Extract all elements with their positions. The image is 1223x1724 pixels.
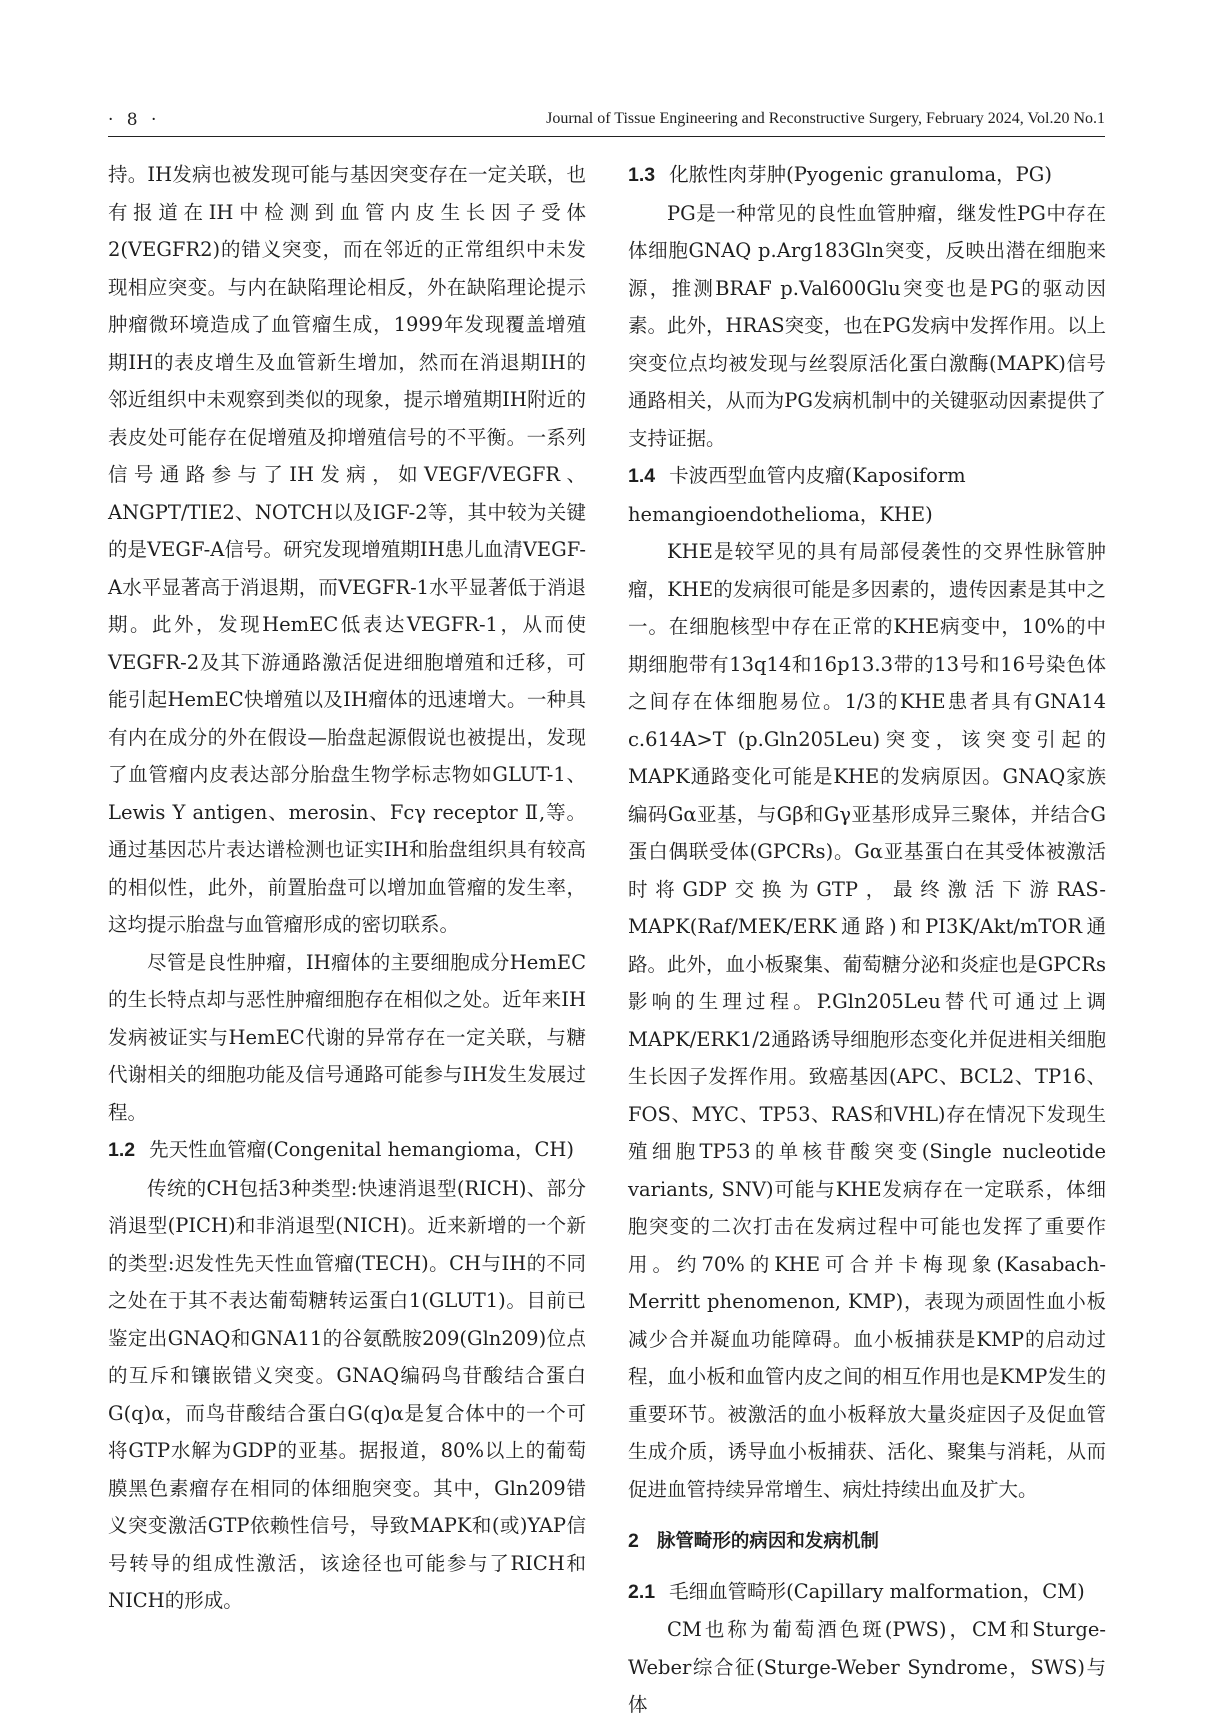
header-rule [108,136,1105,137]
section-number: 1.2 [108,1139,136,1161]
paragraph-khe: KHE是较罕见的具有局部侵袭性的交界性脉管肿瘤，KHE的发病很可能是多因素的，遗传因素是其中之一。在细胞核型中存在正常的KHE病变中，10%的中期细胞带有13q14和16p13.3带的13号和16号染色体之间存在体细胞易位。1/3的KHE患者具有GNA14 c.614A>T (p.Gln205Leu)突变，该突变引起的MAPK通路变化可能是KHE的发病原因。GNAQ家族编码Gα亚基，与Gβ和Gγ亚基形成异三聚体，并结合G蛋白偶联受体(GPCRs)。Gα亚基蛋白在其受体被激活时将GDP交换为GTP，最终激活下游RAS-MAPK(Raf/MEK/ERK通路)和PI3K/Akt/mTOR通路。此外，血小板聚集、葡萄糖分泌和炎症也是GPCRs影响的生理过程。P.Gln205Leu替代可通过上调MAPK/ERK1/2通路诱导细胞形态变化并促进相关细胞生长因子发挥作用。致癌基因(APC、BCL2、TP16、FOS、MYC、TP53、RAS和VHL)存在情况下发现生殖细胞TP53的单核苷酸突变(Single nucleotide variants, SNV)可能与KHE发病存在一定联系，体细胞突变的二次打击在发病过程中可能也发挥了重要作用。约70%的KHE可合并卡梅现象(Kasabach-Merritt phenomenon, KMP)，表现为顽固性血小板减少合并凝血功能障碍。血小板捕获是KMP的启动过程，血小板和血管内皮之间的相互作用也是KMP发生的重要环节。被激活的血小板释放大量炎症因子及促血管生成介质，诱导血小板捕获、活化、聚集与消耗，从而促进血管持续异常增生、病灶持续出血及扩大。 [628,540,1106,1501]
section-heading-1-3 [628,156,1106,195]
section-heading-1-4 [628,457,1106,533]
paragraph-pg: PG是一种常见的良性血管肿瘤，继发性PG中存在体细胞GNAQ p.Arg183Gln突变，反映出潜在细胞来源，推测BRAF p.Val600Glu突变也是PG的驱动因素。此外，HRAS突变，也在PG发病中发挥作用。以上突变位点均被发现与丝裂原活化蛋白激酶(MAPK)信号通路相关，从而为PG发病机制中的关键驱动因素提供了支持证据。 [628,201,1106,450]
section-title: 卡波西型血管内皮瘤(Kaposiform hemangioendothelioma，KHE) [628,464,966,526]
page-header [0,0,1223,140]
section-heading-1-2 [108,1131,586,1170]
left-column [108,156,586,1620]
paragraph-ih-metabolism: 尽管是良性肿瘤，IH瘤体的主要细胞成分HemEC的生长特点却与恶性肿瘤细胞存在相似之处。近年来IH发病被证实与HemEC代谢的异常存在一定关联，与糖代谢相关的细胞功能及信号通路可能参与IH发生发展过程。 [108,950,586,1124]
section-title: 毛细血管畸形(Capillary malformation，CM) [669,1579,1085,1603]
section-number: 2 [628,1530,639,1552]
section-number: 2.1 [628,1580,656,1603]
right-column [628,156,1106,1724]
paragraph-ih-continued: 持。IH发病也被发现可能与基因突变存在一定关联，也有报道在IH中检测到血管内皮生长因子受体2(VEGFR2)的错义突变，而在邻近的正常组织中未发现相应突变。与内在缺陷理论相反，外在缺陷理论提示肿瘤微环境造成了血管瘤生成，1999年发现覆盖增殖期IH的表皮增生及血管新生增加，然而在消退期IH的邻近组织中未观察到类似的现象，提示增殖期IH附近的表皮处可能存在促增殖及抑增殖信号的不平衡。一系列信号通路参与了IH发病，如VEGF/VEGFR、ANGPT/TIE2、NOTCH以及IGF-2等，其中较为关键的是VEGF-A信号。研究发现增殖期IH患儿血清VEGF-A水平显著高于消退期，而VEGFR-1水平显著低于消退期。此外，发现HemEC低表达VEGFR-1，从而使VEGFR-2及其下游通路激活促进细胞增殖和迁移，可能引起HemEC快增殖以及IH瘤体的迅速增大。一种具有内在成分的外在假设—胎盘起源假说也被提出，发现了血管瘤内皮表达部分胎盘生物学标志物如GLUT-1、Lewis Y antigen、merosin、Fcγ receptor Ⅱ,等。通过基因芯片表达谱检测也证实IH和胎盘组织具有较高的相似性，此外，前置胎盘可以增加血管瘤的发生率，这均提示胎盘与血管瘤形成的密切联系。 [108,163,586,936]
section-heading-2 [628,1522,1106,1561]
paragraph-cm: CM也称为葡萄酒色斑(PWS)，CM和Sturge-Weber综合征(Sturge-Weber Syndrome，SWS)与体 [628,1618,1106,1716]
section-heading-2-1 [628,1573,1106,1612]
section-number: 1.4 [628,465,656,487]
running-head: Journal of Tissue Engineering and Reconstructive Surgery, February 2024, Vol.20 No.1 [546,110,1105,127]
paragraph-ch: 传统的CH包括3种类型:快速消退型(RICH)、部分消退型(PICH)和非消退型(NICH)。近来新增的一个新的类型:迟发性先天性血管瘤(TECH)。CH与IH的不同之处在于其不表达葡萄糖转运蛋白1(GLUT1)。目前已鉴定出GNAQ和GNA11的谷氨酰胺209(Gln209)位点的互斥和镶嵌错义突变。GNAQ编码鸟苷酸结合蛋白G(q)α，而鸟苷酸结合蛋白G(q)α是复合体中的一个可将GTP水解为GDP的亚基。据报道，80%以上的葡萄膜黑色素瘤存在相同的体细胞突变。其中，Gln209错义突变激活GTP依赖性信号，导致MAPK和(或)YAP信号转导的组成性激活，该途径也可能参与了RICH和NICH的形成。 [108,1176,586,1612]
section-title: 先天性血管瘤(Congenital hemangioma，CH) [149,1138,575,1161]
section-title: 化脓性肉芽肿(Pyogenic granuloma，PG) [669,163,1052,186]
section-number: 1.3 [628,164,656,186]
section-title: 脉管畸形的病因和发病机制 [656,1531,879,1552]
page-number: · 8 · [108,110,161,130]
